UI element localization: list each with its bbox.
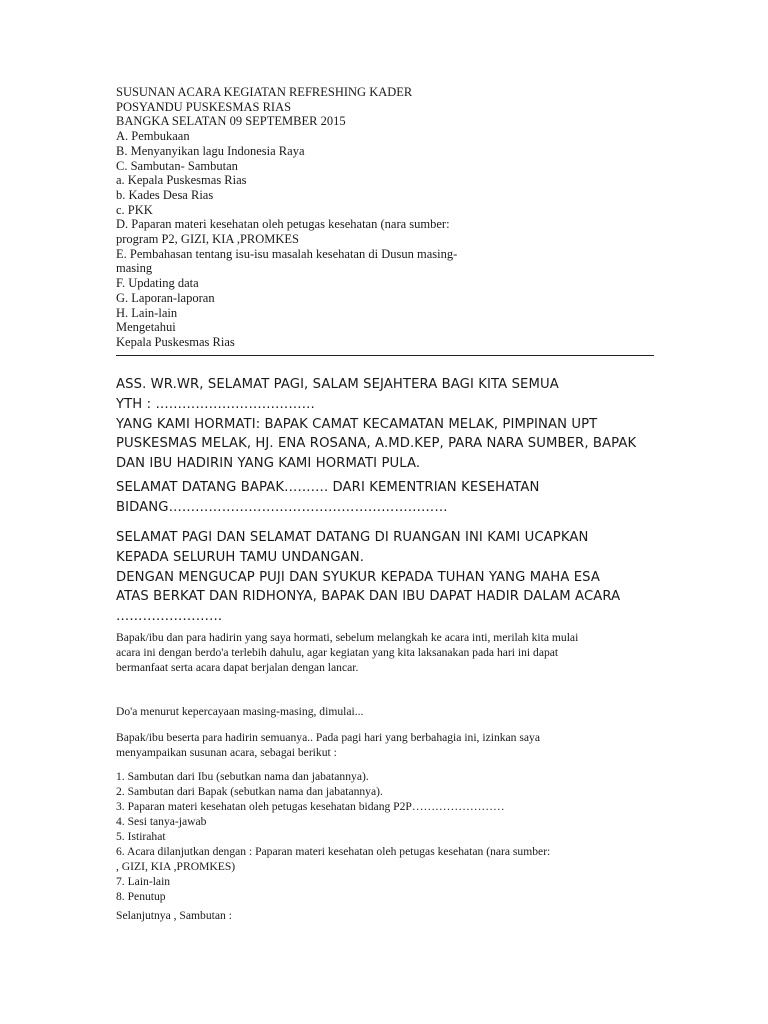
paragraph-line: Selanjutnya , Sambutan : bbox=[116, 909, 232, 922]
agenda-item: E. Pembahasan tentang isu-isu masalah kesehatan di Dusun masing- bbox=[116, 246, 458, 261]
speech-line: YANG KAMI HORMATI: BAPAK CAMAT KECAMATAN MELAK, PIMPINAN UPT bbox=[116, 416, 598, 432]
agenda-subtitle: POSYANDU PUSKESMAS RIAS bbox=[116, 99, 292, 114]
numbered-agenda bbox=[116, 769, 656, 904]
agenda-subitem: a. Kepala Puskesmas Rias bbox=[116, 173, 247, 188]
speech-line: SELAMAT DATANG BAPAK………. DARI KEMENTRIAN KESEHATAN bbox=[116, 480, 540, 495]
numbered-item: 2. Sambutan dari Bapak (sebutkan nama dan jabatannya). bbox=[116, 785, 383, 798]
signature-title: Kepala Puskesmas Rias bbox=[116, 334, 235, 349]
agenda-title: SUSUNAN ACARA KEGIATAN REFRESHING KADER bbox=[116, 85, 413, 99]
numbered-item: 4. Sesi tanya-jawab bbox=[116, 815, 207, 828]
numbered-item-continued: , GIZI, KIA ,PROMKES) bbox=[116, 860, 236, 873]
speech-greeting bbox=[116, 375, 676, 474]
numbered-item: 7. Lain-lain bbox=[116, 875, 171, 888]
numbered-agenda-list bbox=[116, 769, 656, 904]
speech-line: ASS. WR.WR, SELAMAT PAGI, SALAM SEJAHTERA BAGI KITA SEMUA bbox=[116, 377, 559, 392]
numbered-item: 6. Acara dilanjutkan dengan : Paparan materi kesehatan oleh petugas kesehatan (nara sumber: bbox=[116, 845, 551, 858]
agenda-item-continued: program P2, GIZI, KIA ,PROMKES bbox=[116, 232, 299, 247]
speech-line: YTH : ……………………………… bbox=[116, 396, 315, 412]
agenda-item: H. Lain-lain bbox=[116, 305, 178, 320]
agenda-date: BANGKA SELATAN 09 SEPTEMBER 2015 bbox=[116, 114, 346, 129]
numbered-item: 3. Paparan materi kesehatan oleh petugas kesehatan bidang P2P…………………… bbox=[116, 800, 505, 813]
numbered-item: 5. Istirahat bbox=[116, 830, 166, 843]
speech-line: BIDANG……………………………………………………… bbox=[116, 499, 448, 515]
paragraph-line: acara ini dengan berdo'a terlebih dahulu, agar kegiatan yang kita laksanakan pada hari ini dapat bbox=[116, 646, 559, 659]
paragraph-line: menyampaikan susunan acara, sebagai berikut : bbox=[116, 746, 337, 759]
agenda-item: C. Sambutan- Sambutan bbox=[116, 158, 238, 173]
numbered-item: 8. Penutup bbox=[116, 890, 166, 903]
agenda-list bbox=[116, 85, 457, 350]
closing-line bbox=[116, 908, 656, 923]
agenda-item: A. Pembukaan bbox=[116, 129, 190, 144]
agenda-item-continued: masing bbox=[116, 261, 153, 276]
speech-opening bbox=[116, 528, 676, 627]
speech-line: PUSKESMAS MELAK, HJ. ENA ROSANA, A.MD.KEP, PARA NARA SUMBER, BAPAK bbox=[116, 436, 637, 452]
section-divider bbox=[116, 355, 654, 356]
paragraph-line: bermanfaat serta acara dapat berjalan dengan lancar. bbox=[116, 661, 359, 674]
agenda-subitem: b. Kades Desa Rias bbox=[116, 187, 214, 202]
opening-paragraph bbox=[116, 630, 656, 675]
agenda-item: F. Updating data bbox=[116, 276, 199, 291]
paragraph-line: Do'a menurut kepercayaan masing-masing, dimulai... bbox=[116, 705, 364, 718]
speech-line: DAN IBU HADIRIN YANG KAMI HORMATI PULA. bbox=[116, 456, 421, 472]
agenda-item: D. Paparan materi kesehatan oleh petugas kesehatan (nara sumber: bbox=[116, 217, 450, 232]
speech-welcome bbox=[116, 478, 676, 518]
speech-line: …………………… bbox=[116, 609, 223, 625]
speech-line: SELAMAT PAGI DAN SELAMAT DATANG DI RUANGAN INI KAMI UCAPKAN bbox=[116, 530, 589, 545]
paragraph-line: Bapak/ibu dan para hadirin yang saya hormati, sebelum melangkah ke acara inti, merilah kita mulai bbox=[116, 631, 579, 644]
agenda-intro-paragraph bbox=[116, 730, 656, 760]
speech-line: DENGAN MENGUCAP PUJI DAN SYUKUR KEPADA TUHAN YANG MAHA ESA bbox=[116, 569, 600, 585]
agenda-item: B. Menyanyikan lagu Indonesia Raya bbox=[116, 143, 305, 158]
speech-line: KEPADA SELURUH TAMU UNDANGAN. bbox=[116, 549, 365, 565]
paragraph-line: Bapak/ibu beserta para hadirin semuanya.. Pada pagi hari yang berbahagia ini, izinkan saya bbox=[116, 731, 540, 744]
numbered-item: 1. Sambutan dari Ibu (sebutkan nama dan jabatannya). bbox=[116, 770, 369, 783]
agenda-item: G. Laporan-laporan bbox=[116, 290, 215, 305]
prayer-paragraph bbox=[116, 704, 656, 719]
agenda-subitem: c. PKK bbox=[116, 202, 153, 217]
signature-label: Mengetahui bbox=[116, 320, 176, 335]
speech-line: ATAS BERKAT DAN RIDHONYA, BAPAK DAN IBU DAPAT HADIR DALAM ACARA bbox=[116, 589, 621, 605]
